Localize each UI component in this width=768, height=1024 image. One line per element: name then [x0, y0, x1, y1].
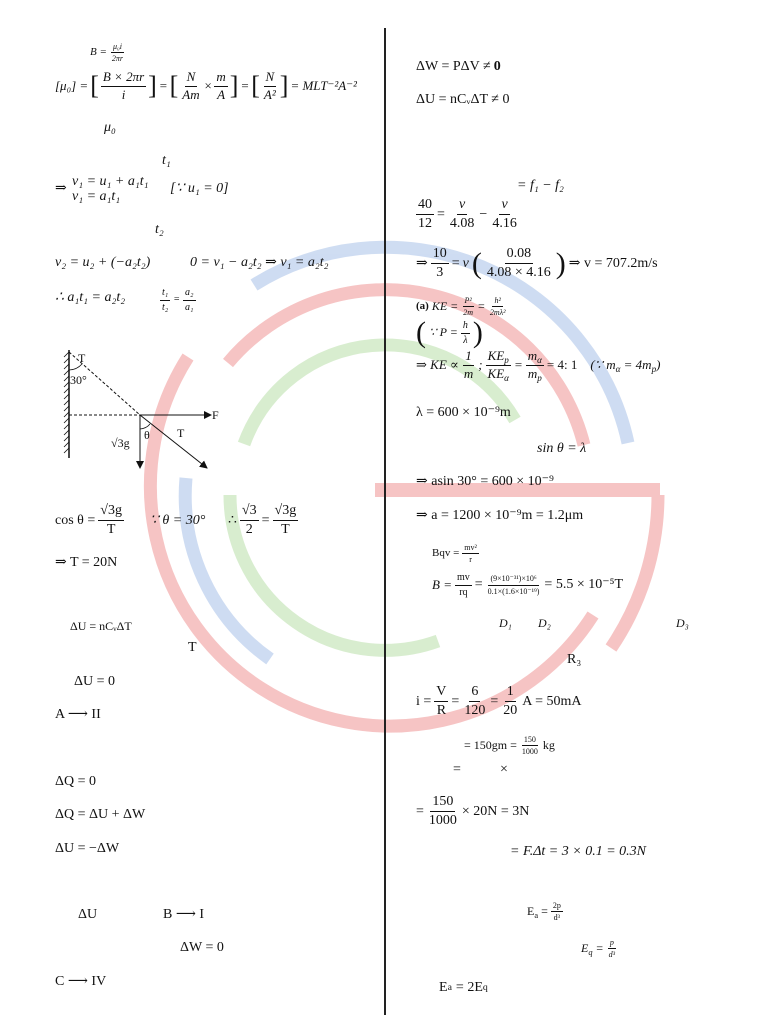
fraction	[486, 574, 542, 595]
math-text: = 150gm =	[464, 737, 517, 752]
math-text: = f₁ − f₂	[517, 178, 564, 193]
math-text: v₁ = a₁t₁	[72, 189, 121, 204]
fraction	[214, 70, 227, 103]
slit-width-result	[416, 508, 583, 524]
math-text: = F.Δt = 3 × 0.1 = 0.3N	[510, 844, 646, 859]
math-text: D₁	[499, 616, 512, 630]
math-text: Bqv =	[432, 547, 460, 560]
math-text: ×	[500, 762, 508, 777]
denominator	[526, 366, 544, 382]
diagram-label: θ	[144, 428, 150, 442]
math-text: ⇒ asin 30° = 600 × 10⁻⁹	[416, 474, 554, 489]
subscript: α	[504, 372, 509, 383]
denominator: 2	[245, 522, 253, 538]
fraction	[110, 42, 125, 63]
math-text: =	[416, 803, 424, 819]
numerator: p	[608, 938, 616, 949]
denominator: d³	[553, 913, 561, 923]
math-text: R₃	[567, 652, 582, 667]
wavelength-value	[416, 405, 511, 421]
permeability-dimension-formula	[55, 70, 357, 103]
math-text: 0	[493, 59, 501, 74]
numerator: mv²	[462, 543, 479, 554]
math-text: D₂	[538, 616, 551, 630]
math-text: ΔU = 0	[74, 674, 116, 689]
initial-velocity-note	[170, 181, 229, 197]
temperature-symbol	[188, 640, 197, 656]
math-text: v	[462, 255, 469, 271]
time-ratio	[160, 287, 196, 313]
velocity-equation-4	[190, 255, 328, 271]
denominator: 2m	[463, 308, 474, 318]
resistor-r3-label	[567, 652, 581, 668]
math-text: KE =	[431, 298, 459, 313]
fraction	[461, 320, 470, 346]
denominator: rq	[459, 586, 468, 598]
kinetic-energy-formula	[416, 296, 507, 317]
diagram-label: F	[212, 408, 219, 422]
bracket: ]	[279, 71, 289, 101]
momentum-relation	[416, 318, 483, 348]
math-text: =	[158, 77, 168, 93]
math-text: × 20N = 3N	[461, 803, 530, 819]
denominator: m	[463, 365, 474, 381]
math-text: ΔQ = ΔU + ΔW	[55, 807, 146, 822]
numerator: (9×10⁻³¹)×10⁶	[488, 574, 538, 585]
math-text: λ = 600 × 10⁻⁹m	[416, 405, 511, 420]
math-text: cos θ =	[55, 512, 96, 528]
tension-arrow	[140, 415, 207, 468]
subscript: p	[504, 355, 509, 365]
numerator: h²	[492, 296, 502, 307]
diode-d3-label	[676, 617, 689, 631]
math-text: ⇒ a = 1200 × 10⁻⁹m = 1.2μm	[416, 508, 584, 523]
bracket: ]	[148, 71, 157, 101]
diode-d2-label	[538, 617, 551, 631]
match-b	[163, 907, 204, 923]
numerator: 1	[505, 684, 516, 702]
work-equation	[416, 59, 501, 75]
denominator: 4.08 × 4.16	[486, 265, 551, 281]
math-text: sin θ = λ	[537, 441, 587, 456]
math-text: ΔW = 0	[180, 940, 224, 955]
math-text: ΔU = nCᵥΔT	[70, 619, 132, 633]
parenthesis: (	[471, 246, 482, 280]
math-text: = 4: 1	[546, 356, 578, 372]
numerator: N	[264, 70, 277, 87]
denominator: 12	[418, 216, 432, 232]
subscript: q	[588, 947, 593, 957]
fraction	[101, 70, 146, 103]
denominator: i	[121, 86, 126, 102]
match-c	[55, 974, 106, 990]
numerator: v	[457, 197, 467, 215]
math-text: ∵ θ = 30°	[150, 513, 206, 528]
velocity-equation-2	[72, 189, 120, 205]
numerator: t₁	[160, 287, 170, 301]
fraction	[462, 543, 479, 564]
diagram-label: T	[78, 351, 86, 365]
diffraction-substitution	[416, 474, 554, 490]
numerator: 40	[416, 197, 434, 215]
math-text: t₁	[162, 153, 171, 168]
denominator: T	[281, 522, 290, 538]
beat-equation	[416, 197, 519, 232]
math-text: ⇒	[55, 181, 67, 196]
denominator: t₂	[162, 301, 169, 313]
times-sign	[500, 762, 508, 778]
time-t1-label	[162, 153, 171, 169]
math-text: =	[261, 512, 270, 528]
math-text: B =	[432, 576, 452, 592]
math-text: =	[451, 693, 460, 709]
math-text: μ₀	[104, 120, 116, 135]
denominator: d³	[608, 950, 616, 960]
numerator: √3	[240, 503, 259, 521]
math-text: i =	[416, 693, 432, 709]
math-text: ∴	[228, 512, 237, 528]
mass-relation	[590, 358, 660, 373]
diagram-label: T	[177, 426, 185, 440]
numerator: mv	[455, 572, 472, 586]
math-text	[527, 905, 538, 919]
math-text: 0 = v₁ − a₂t₂ ⇒ v₁ = a₂t₂	[190, 255, 329, 270]
numerator: v	[499, 197, 509, 215]
parenthesis: )	[472, 316, 483, 349]
fraction	[455, 572, 472, 598]
numerator: 6	[469, 684, 480, 702]
numerator: m	[214, 70, 227, 87]
math-text: =	[595, 940, 604, 955]
first-law-adiabatic	[55, 841, 119, 857]
numerator: h	[461, 320, 470, 334]
numerator: 2p	[551, 901, 563, 912]
fraction	[448, 197, 477, 232]
equatorial-field-formula	[581, 938, 617, 959]
denominator: 4.08	[449, 216, 475, 232]
denominator	[486, 366, 511, 382]
fraction	[461, 296, 475, 317]
internal-energy-zero	[74, 674, 115, 690]
diffraction-condition	[537, 441, 586, 457]
math-text: m	[527, 365, 538, 381]
fraction	[526, 349, 544, 382]
subscript: p	[651, 363, 657, 374]
numerator: B × 2πr	[101, 70, 146, 87]
denominator: 4.16	[492, 216, 517, 232]
numerator	[486, 349, 511, 366]
math-text: [μ₀] =	[55, 77, 89, 93]
subscript: p	[537, 372, 542, 383]
math-text: =	[490, 693, 499, 709]
math-text: ∵ P =	[429, 325, 458, 340]
denominator: 2mλ²	[489, 308, 506, 318]
parenthesis: (	[416, 316, 426, 349]
magnetic-field-formula	[90, 42, 125, 63]
subscript: a	[534, 910, 539, 920]
column-divider	[384, 28, 386, 1015]
numerator: V	[434, 684, 448, 702]
internal-energy-nonzero	[416, 92, 509, 108]
heat-zero	[55, 774, 96, 790]
math-text: =	[173, 294, 181, 306]
fraction	[501, 684, 519, 719]
diode-d1-label	[499, 617, 512, 631]
math-text: −	[479, 206, 488, 222]
fraction	[183, 287, 195, 313]
math-text: = 4m	[623, 356, 652, 372]
lorentz-force-equation	[432, 543, 479, 564]
math-text: v₁ = u₁ + a₁t₁	[72, 174, 149, 189]
work-zero	[180, 940, 224, 956]
math-text: ΔW = PΔV ≠	[416, 59, 491, 74]
parenthesis: )	[555, 246, 566, 280]
denominator: 20	[503, 703, 518, 719]
math-text: =	[437, 206, 445, 222]
implies-arrow	[55, 181, 67, 197]
fraction	[434, 684, 448, 719]
math-text: E	[527, 903, 535, 918]
math-text: B ⟶ I	[163, 907, 205, 922]
denominator: 120	[464, 703, 486, 719]
theta-value	[150, 513, 205, 529]
math-text: ΔU = nCᵥΔT ≠ 0	[416, 92, 510, 107]
axial-field-formula	[527, 901, 563, 922]
kinetic-energy-ratio	[416, 349, 660, 382]
current-result	[416, 684, 581, 719]
numerator: P²	[463, 296, 474, 307]
math-text: D₃	[676, 616, 689, 630]
denominator: r	[469, 555, 472, 565]
math-text: = 5.5 × 10⁻⁵T	[544, 576, 624, 592]
fraction	[273, 503, 299, 538]
math-text: T	[188, 640, 197, 655]
math-text: =	[474, 576, 483, 592]
velocity-result	[416, 246, 658, 281]
denominator: 0.1×(1.6×10⁻¹⁹)	[487, 586, 540, 596]
bracket: [	[251, 71, 260, 101]
first-law	[55, 807, 145, 823]
math-text: ×	[203, 77, 213, 93]
fraction	[462, 349, 475, 382]
fraction	[262, 70, 278, 103]
fraction	[431, 246, 449, 281]
denominator: 2πr	[111, 54, 124, 64]
math-text: = MLT⁻²A⁻²	[290, 77, 357, 93]
time-t2-label	[155, 222, 164, 238]
numerator: √3g	[273, 503, 299, 521]
fraction	[490, 197, 519, 232]
beat-frequency	[517, 178, 564, 194]
denominator: A²	[263, 86, 276, 102]
denominator: a₁	[185, 301, 194, 313]
numerator: 10	[431, 246, 449, 264]
diagram-label: √3g	[111, 436, 130, 450]
numerator: a₂	[183, 287, 195, 301]
velocity-equation-1	[72, 174, 148, 190]
fraction	[607, 938, 617, 959]
denominator: A	[217, 86, 226, 102]
equals-sign	[453, 762, 461, 778]
numerator: 150	[522, 735, 538, 746]
math-text: =	[541, 903, 548, 918]
numerator	[526, 349, 544, 366]
magnetic-field-result	[432, 572, 623, 598]
math-text: t₂	[155, 222, 164, 237]
math-text: KE	[487, 365, 505, 381]
fraction	[551, 901, 563, 922]
denominator: 1000	[428, 813, 457, 829]
math-text: E	[439, 980, 448, 995]
math-text: =	[240, 77, 250, 93]
math-text: m	[527, 348, 538, 363]
mass-conversion	[464, 735, 555, 756]
denominator: R	[436, 703, 447, 719]
math-text: ⇒	[416, 255, 428, 271]
math-text: =	[451, 255, 460, 271]
internal-energy-formula	[70, 620, 132, 634]
math-text	[581, 942, 593, 956]
math-text: C ⟶ IV	[55, 974, 107, 989]
math-text: =	[478, 298, 485, 313]
math-text: ;	[478, 356, 483, 372]
numerator: N	[185, 70, 198, 87]
denominator: 1000	[521, 747, 538, 757]
denominator: Am	[182, 86, 200, 102]
fraction	[488, 296, 508, 317]
math-text: (∵ m	[590, 356, 616, 372]
numerator: 150	[430, 794, 455, 812]
bracket: ]	[229, 71, 239, 101]
math-text: E	[581, 940, 589, 955]
math-text: ⇒ v = 707.2m/s	[568, 255, 658, 271]
math-text: ⇒ KE ∝	[416, 356, 459, 372]
fraction	[160, 287, 170, 313]
fraction	[180, 70, 201, 103]
delta-u-label	[78, 907, 97, 923]
math-text: A = 50mA	[522, 693, 582, 709]
denominator: T	[106, 522, 116, 538]
math-text: ∴ a₁t₁ = a₂t₂	[55, 290, 126, 305]
tension-result	[55, 555, 117, 571]
acceleration-relation	[55, 290, 125, 306]
tension-ratio	[228, 503, 298, 538]
denominator: λ	[463, 334, 468, 346]
math-text: A ⟶ II	[55, 707, 101, 722]
fraction	[427, 794, 459, 829]
math-text: =	[513, 356, 523, 372]
numerator: √3g	[98, 503, 124, 521]
numerator: 0.08	[505, 246, 534, 264]
bracket: [	[90, 71, 99, 101]
bracket: [	[169, 71, 179, 101]
math-text: kg	[542, 737, 555, 752]
math-text: ΔQ = 0	[55, 774, 97, 789]
fraction	[240, 503, 259, 538]
weight-result	[416, 794, 529, 829]
impulse-result	[510, 844, 646, 860]
diagram-label: 30°	[70, 373, 87, 387]
math-text: )	[656, 356, 661, 372]
math-text: ΔU = −ΔW	[55, 841, 120, 856]
velocity-equation-3	[55, 255, 150, 271]
field-relation: E a = 2E q	[439, 980, 488, 995]
cosine-equation	[55, 503, 124, 538]
denominator: 3	[436, 265, 444, 281]
question-label: (a)	[416, 300, 429, 313]
math-text: B =	[90, 46, 107, 59]
math-text: =	[453, 762, 461, 777]
math-text: ΔU	[78, 907, 98, 922]
force-diagram	[55, 340, 225, 475]
mu-zero-symbol	[104, 120, 116, 136]
numerator: μ₀i	[111, 42, 124, 53]
subscript: α	[615, 363, 621, 374]
subscript: α	[537, 355, 542, 365]
math-text: KE	[487, 348, 505, 363]
math-text: v₂ = u₂ + (−a₂t₂)	[55, 255, 151, 270]
fraction	[485, 246, 553, 281]
math-text: [∵ u₁ = 0]	[170, 181, 229, 196]
match-a	[55, 707, 101, 723]
math-text: = 2E	[455, 980, 483, 995]
fraction	[520, 735, 540, 756]
fraction	[98, 503, 124, 538]
math-text: ⇒ T = 20N	[55, 555, 118, 570]
fraction	[416, 197, 434, 232]
fraction	[462, 684, 487, 719]
numerator: 1	[463, 349, 474, 366]
fraction	[486, 349, 511, 382]
